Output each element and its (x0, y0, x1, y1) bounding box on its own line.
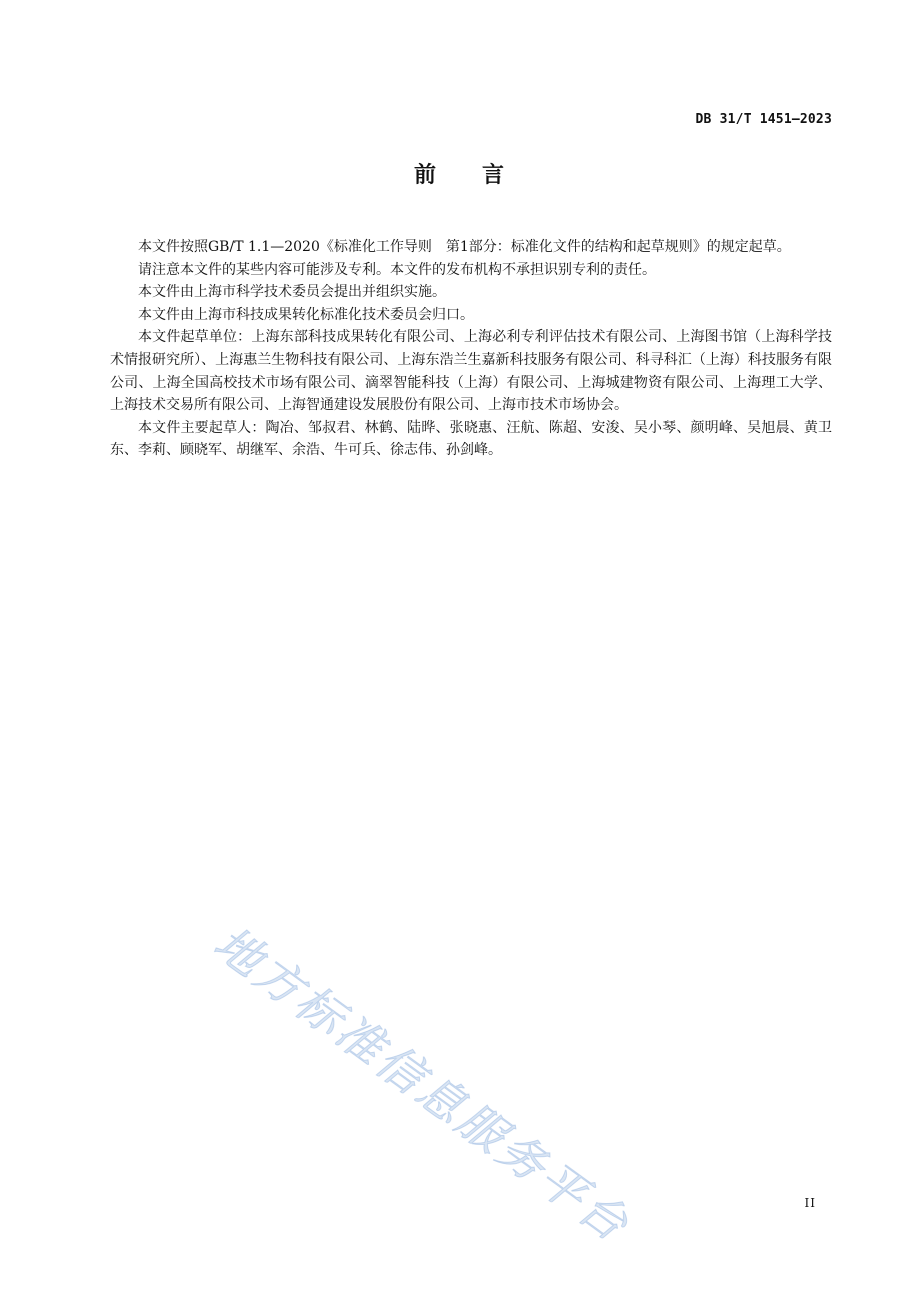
title-char-2: 言 (482, 163, 507, 188)
paragraph-patent-notice: 请注意本文件的某些内容可能涉及专利。本文件的发布机构不承担识别专利的责任。 (138, 261, 656, 278)
paragraph-proposer: 本文件由上海市科学技术委员会提出并组织实施。 (138, 284, 446, 301)
watermark: 地方标准信息服务平台 (204, 915, 641, 1254)
paragraph-drafters: 本文件主要起草人：陶冶、邹叔君、林鹤、陆晔、张晓惠、汪航、陈超、安浚、吴小琴、颜明峰、吴旭晨、黄卫东、李莉、顾晓军、胡继军、余浩、牛可兵、徐志伟、孙剑峰。 (110, 419, 832, 459)
paragraph-drafting-units: 本文件起草单位：上海东部科技成果转化有限公司、上海必利专利评估技术有限公司、上海图书馆（上海科学技术情报研究所）、上海惠兰生物科技有限公司、上海东浩兰生嘉新科技服务有限公司、科寻科汇（上海）科技服务有限公司、上海全国高校技术市场有限公司、滴翠智能科技（上海）有限公司、上海城建物资有限公司、上海理工大学、上海技术交易所有限公司、上海智通建设发展股份有限公司、上海市技术市场协会。 (110, 329, 832, 414)
paragraph-drafting-rules: 本文件按照GB/T 1.1—2020《标准化工作导则 第1部分：标准化文件的结构和起草规则》的规定起草。 (138, 239, 791, 255)
document-code: DB 31/T 1451—2023 (695, 112, 832, 127)
page-title (0, 158, 920, 189)
page-number: II (804, 1196, 816, 1210)
foreword-body (110, 236, 832, 462)
paragraph-committee: 本文件由上海市科技成果转化标准化技术委员会归口。 (138, 306, 474, 323)
title-char-1: 前 (413, 163, 438, 188)
